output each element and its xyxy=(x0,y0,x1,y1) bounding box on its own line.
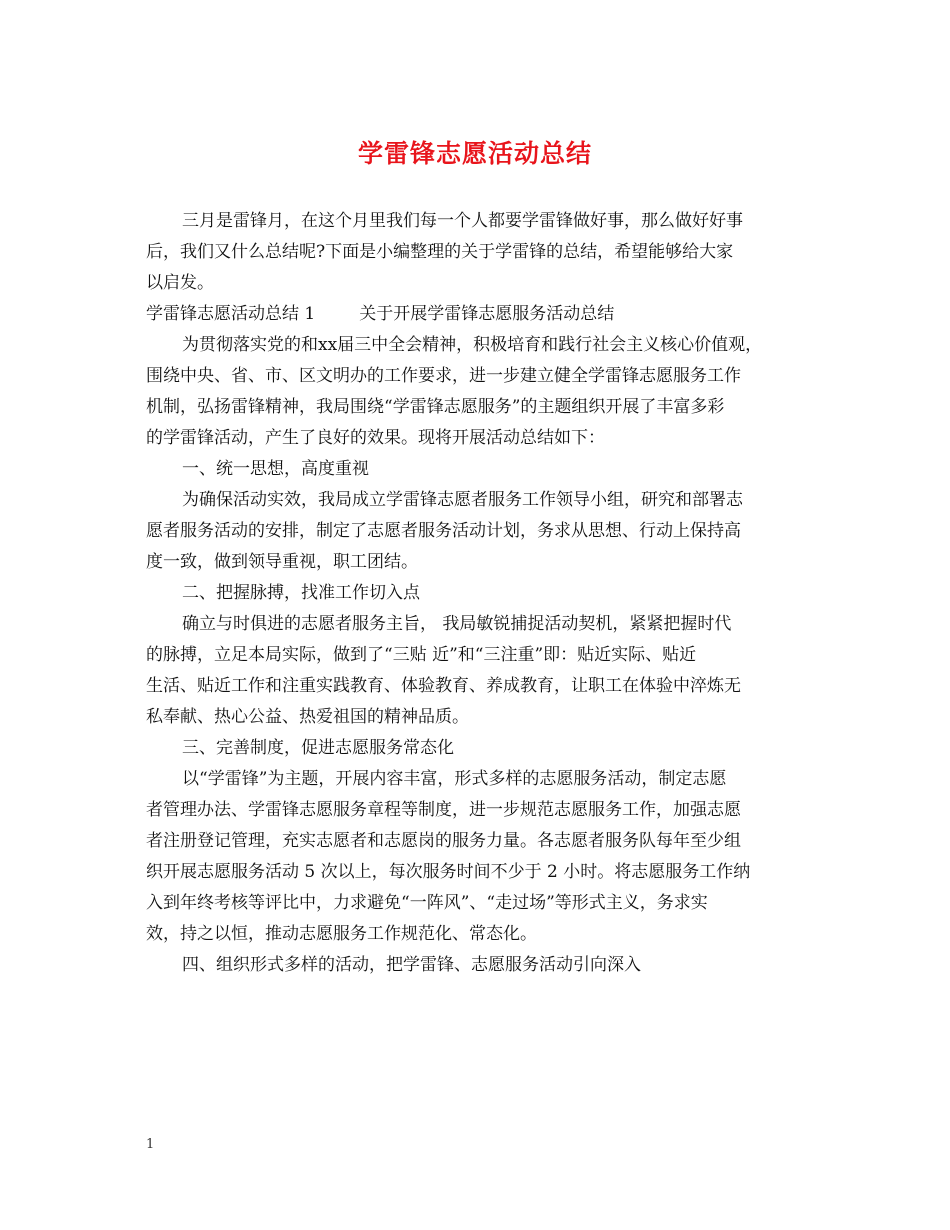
paragraph-line: 私奉献、热心公益、热爱祖国的精神品质。 xyxy=(146,707,469,727)
paragraph-line: 生活、贴近工作和注重实践教育、体验教育、养成教育，让职工在体验中淬炼无 xyxy=(146,676,741,696)
paragraph-line: 织开展志愿服务活动 5 次以上，每次服务时间不少于 2 小时。将志愿服务工作纳 xyxy=(146,862,751,882)
paragraph-line: 为确保活动实效，我局成立学雷锋志愿者服务工作领导小组，研究和部署志 xyxy=(182,490,743,510)
document-body xyxy=(146,206,818,981)
section-heading: 二、把握脉搏，找准工作切入点 xyxy=(182,583,420,603)
paragraph-line: 者管理办法、学雷锋志愿服务章程等制度，进一步规范志愿服务工作，加强志愿 xyxy=(146,800,741,820)
paragraph-line: 度一致，做到领导重视，职工团结。 xyxy=(146,552,418,572)
paragraph-line: 三月是雷锋月，在这个月里我们每一个人都要学雷锋做好事，那么做好好事 xyxy=(182,211,743,231)
paragraph-line: 机制，弘扬雷锋精神，我局围绕“学雷锋志愿服务”的主题组织开展了丰富多彩 xyxy=(146,397,725,417)
subtitle-left: 学雷锋志愿活动总结 1 xyxy=(146,304,316,324)
paragraph-line: 的脉搏，立足本局实际，做到了“三贴 近”和“三注重”即：贴近实际、贴近 xyxy=(146,645,697,665)
paragraph-line: 确立与时俱进的志愿者服务主旨， 我局敏锐捕捉活动契机，紧紧把握时代 xyxy=(182,614,732,634)
paragraph-line: 为贯彻落实党的和xx届三中全会精神，积极培育和践行社会主义核心价值观， xyxy=(182,335,763,355)
subtitle-right: 关于开展学雷锋志愿服务活动总结 xyxy=(359,304,615,324)
document-title: 学雷锋志愿活动总结 xyxy=(357,139,592,168)
section-heading: 四、组织形式多样的活动，把学雷锋、志愿服务活动引向深入 xyxy=(182,955,641,975)
paragraph-line: 效，持之以恒，推动志愿服务工作规范化、常态化。 xyxy=(146,924,537,944)
paragraph-line: 的学雷锋活动，产生了良好的效果。现将开展活动总结如下： xyxy=(146,428,605,448)
section-heading: 一、统一思想，高度重视 xyxy=(182,459,369,479)
section-heading: 三、完善制度，促进志愿服务常态化 xyxy=(182,738,454,758)
paragraph-line: 入到年终考核等评比中，力求避免“一阵风”、“走过场”等形式主义，务求实 xyxy=(146,893,708,913)
paragraph-line: 者注册登记管理，充实志愿者和志愿岗的服务力量。各志愿者服务队每年至少组 xyxy=(146,831,741,851)
paragraph-line: 围绕中央、省、市、区文明办的工作要求，进一步建立健全学雷锋志愿服务工作 xyxy=(146,366,741,386)
paragraph-line: 以启发。 xyxy=(146,273,214,293)
subtitle-line xyxy=(146,299,818,330)
paragraph-line: 以“学雷锋”为主题，开展内容丰富，形式多样的志愿服务活动，制定志愿 xyxy=(182,769,727,789)
paragraph-line: 后，我们又什么总结呢?下面是小编整理的关于学雷锋的总结，希望能够给大家 xyxy=(146,242,734,262)
page-number: 1 xyxy=(146,1137,155,1152)
paragraph-line: 愿者服务活动的安排，制定了志愿者服务活动计划，务求从思想、行动上保持高 xyxy=(146,521,741,541)
